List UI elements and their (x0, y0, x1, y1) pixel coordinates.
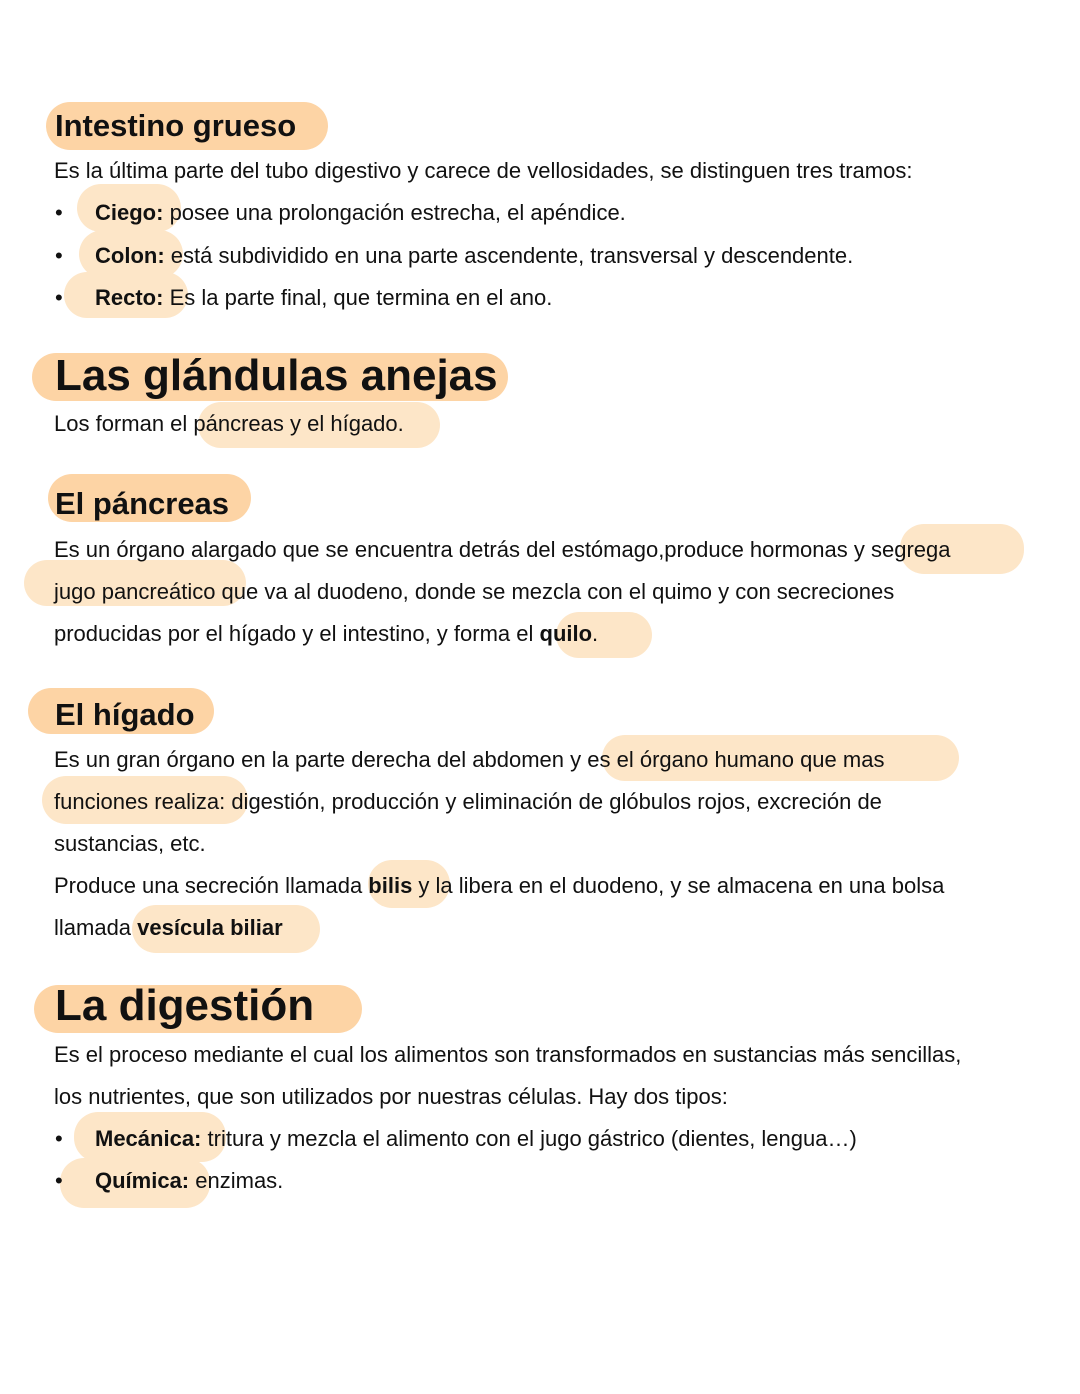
intestino-intro: Es la última parte del tubo digestivo y carece de vellosidades, se distinguen tres tramos: (54, 158, 913, 183)
term-ciego: Ciego: (95, 200, 164, 225)
bullet-icon: • (55, 1126, 63, 1151)
higado-line-3: sustancias, etc. (54, 831, 206, 856)
term-recto: Recto: (95, 285, 164, 310)
list-item-quimica: Química: enzimas. (95, 1168, 284, 1193)
section-title-higado: El hígado (55, 697, 195, 732)
term-vesicula-biliar: vesícula biliar (137, 915, 283, 940)
section-title-glandulas: Las glándulas anejas (55, 351, 498, 400)
section-title-pancreas: El páncreas (55, 486, 230, 521)
digestion-line-2: los nutrientes, que son utilizados por nuestras células. Hay dos tipos: (54, 1084, 728, 1109)
list-item-colon: Colon: está subdividido en una parte ascendente, transversal y descendente. (95, 243, 854, 268)
term-quilo: quilo (539, 621, 593, 646)
higado-line-2: funciones realiza: digestión, producción y eliminación de glóbulos rojos, excreción de (54, 789, 882, 814)
pancreas-line-2: jugo pancreático que va al duodeno, donde se mezcla con el quimo y con secreciones (54, 579, 895, 604)
term-colon: Colon: (95, 243, 165, 268)
section-title-intestino: Intestino grueso (55, 108, 297, 143)
term-mecanica: Mecánica: (95, 1126, 202, 1151)
bullet-icon: • (55, 200, 63, 225)
glandulas-text: Los forman el páncreas y el hígado. (54, 411, 404, 436)
term-bilis: bilis (368, 873, 413, 898)
higado-line-5: llamada vesícula biliar (54, 915, 283, 940)
digestion-line-1: Es el proceso mediante el cual los alimentos son transformados en sustancias más sencillas, (54, 1042, 962, 1067)
term-quimica: Química: (95, 1168, 190, 1193)
higado-line-1: Es un gran órgano en la parte derecha del abdomen y es el órgano humano que mas (54, 747, 885, 772)
pancreas-line-1: Es un órgano alargado que se encuentra detrás del estómago,produce hormonas y segrega (54, 537, 951, 562)
section-title-digestion: La digestión (55, 981, 315, 1030)
bullet-icon: • (55, 285, 63, 310)
bullet-icon: • (55, 243, 63, 268)
bullet-icon: • (55, 1168, 63, 1193)
higado-line-4: Produce una secreción llamada bilis y la libera en el duodeno, y se almacena en una bolsa (54, 873, 945, 898)
list-item-ciego: Ciego: posee una prolongación estrecha, el apéndice. (95, 200, 626, 225)
list-item-recto: Recto: Es la parte final, que termina en el ano. (95, 285, 553, 310)
pancreas-line-3: producidas por el hígado y el intestino, y forma el quilo. (54, 621, 599, 646)
list-item-mecanica: Mecánica: tritura y mezcla el alimento con el jugo gástrico (dientes, lengua…) (95, 1126, 857, 1151)
